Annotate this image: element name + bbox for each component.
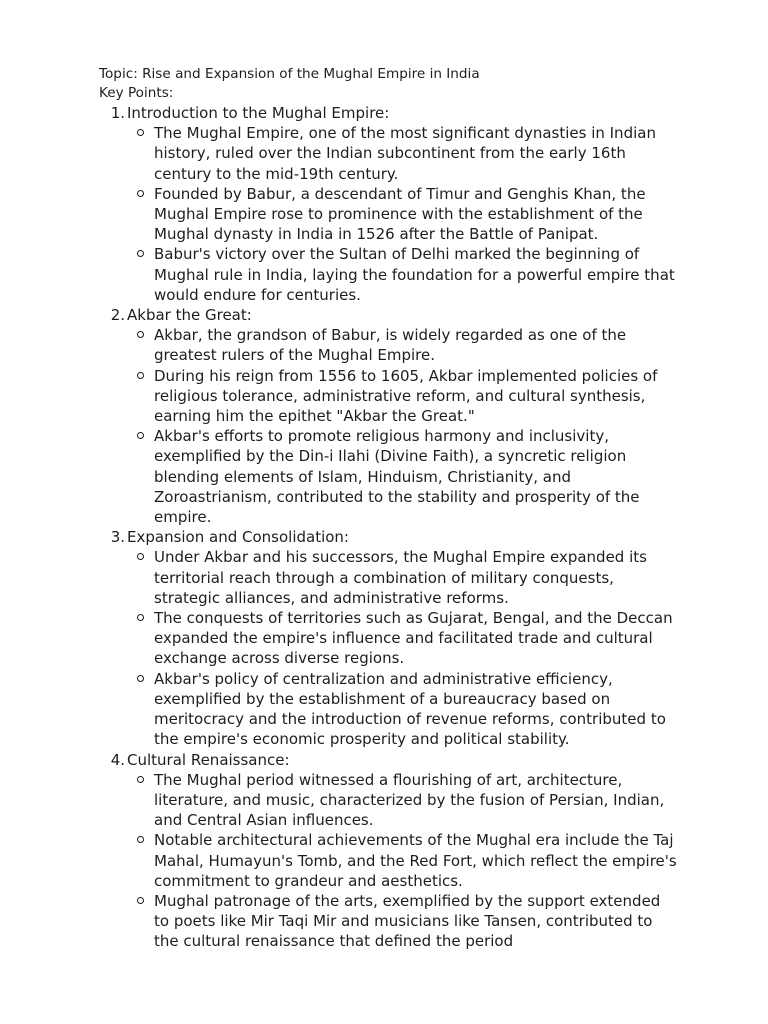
point-text: Akbar's policy of centralization and administrative efficiency, exemplified by the establishment of a bureaucracy based on meritocracy and the introduction of revenue reforms, contributed to the empire's economic prosperity and political stability. [154, 669, 666, 749]
point-text: The Mughal Empire, one of the most significant dynasties in Indian history, ruled over the Indian subcontinent from the early 16th century to the mid-19th century. [154, 124, 656, 183]
point-text: During his reign from 1556 to 1605, Akbar implemented policies of religious tolerance, administrative reform, and cultural synthesis, earning him the epithet "Akbar the Great." [154, 366, 658, 426]
section-introduction [99, 103, 679, 305]
document-page [99, 65, 679, 952]
hollow-bullet-icon [99, 830, 154, 891]
section-expansion [99, 527, 679, 749]
list-item [99, 891, 679, 952]
section-akbar [99, 305, 679, 527]
point-text: The Mughal period witnessed a flourishing of art, architecture, literature, and music, characterized by the fusion of Persian, Indian, and Central Asian influences. [154, 770, 665, 830]
list-item [99, 547, 679, 608]
topic-heading: Topic: Rise and Expansion of the Mughal Empire in India [99, 66, 480, 82]
points-list [99, 325, 679, 527]
hollow-bullet-icon [99, 891, 154, 952]
hollow-bullet-icon [99, 366, 154, 427]
point-text: Founded by Babur, a descendant of Timur and Genghis Khan, the Mughal Empire rose to prominence with the establishment of the Mughal dynasty in India in 1526 after the Battle of Panipat. [154, 184, 646, 244]
list-item [99, 184, 679, 245]
list-item [99, 123, 679, 184]
point-text: Mughal patronage of the arts, exemplified by the support extended to poets like Mir Taqi Mir and musicians like Tansen, contributed to the cultural renaissance that defined the period [154, 891, 661, 951]
point-text: Babur's victory over the Sultan of Delhi marked the beginning of Mughal rule in India, laying the foundation for a powerful empire that would endure for centuries. [154, 245, 675, 304]
hollow-bullet-icon [99, 608, 154, 669]
hollow-bullet-icon [99, 426, 154, 527]
points-list [99, 123, 679, 305]
key-points-label: Key Points: [99, 85, 174, 101]
section-cultural-renaissance [99, 750, 679, 952]
list-item [99, 366, 679, 427]
section-number: 1. [110, 104, 125, 122]
point-text: The conquests of territories such as Gujarat, Bengal, and the Deccan expanded the empire's influence and facilitated trade and cultural exchange across diverse regions. [154, 609, 673, 668]
hollow-bullet-icon [99, 770, 154, 831]
section-title: Expansion and Consolidation: [127, 528, 349, 547]
section-number: 3. [110, 528, 125, 547]
points-list [99, 547, 679, 749]
hollow-bullet-icon [99, 669, 154, 750]
hollow-bullet-icon [99, 184, 154, 245]
list-item [99, 669, 679, 750]
section-title: Akbar the Great: [127, 306, 252, 325]
section-number: 2. [110, 306, 125, 325]
sections-list [99, 103, 679, 952]
point-text: Akbar, the grandson of Babur, is widely regarded as one of the greatest rulers of the Mughal Empire. [154, 326, 627, 365]
list-item [99, 770, 679, 831]
list-item [99, 608, 679, 669]
points-list [99, 770, 679, 952]
point-text: Notable architectural achievements of the Mughal era include the Taj Mahal, Humayun's Tomb, and the Red Fort, which reflect the empire's commitment to grandeur and aesthetics. [154, 831, 677, 890]
list-item [99, 325, 679, 365]
hollow-bullet-icon [99, 325, 154, 365]
list-item [99, 426, 679, 527]
point-text: Akbar's efforts to promote religious harmony and inclusivity, exemplified by the Din-i Ilahi (Divine Faith), a syncretic religion blending elements of Islam, Hinduism, Christianity, and Zoroastrianism, contributed to the stability and prosperity of the empire. [154, 427, 640, 527]
list-item [99, 244, 679, 305]
section-number: 4. [110, 750, 125, 769]
point-text: Under Akbar and his successors, the Mughal Empire expanded its territorial reach through a combination of military conquests, strategic alliances, and administrative reforms. [154, 548, 647, 607]
hollow-bullet-icon [99, 547, 154, 608]
list-item [99, 830, 679, 891]
section-title: Introduction to the Mughal Empire: [127, 104, 390, 122]
hollow-bullet-icon [99, 244, 154, 305]
hollow-bullet-icon [99, 123, 154, 184]
section-title: Cultural Renaissance: [127, 750, 290, 769]
